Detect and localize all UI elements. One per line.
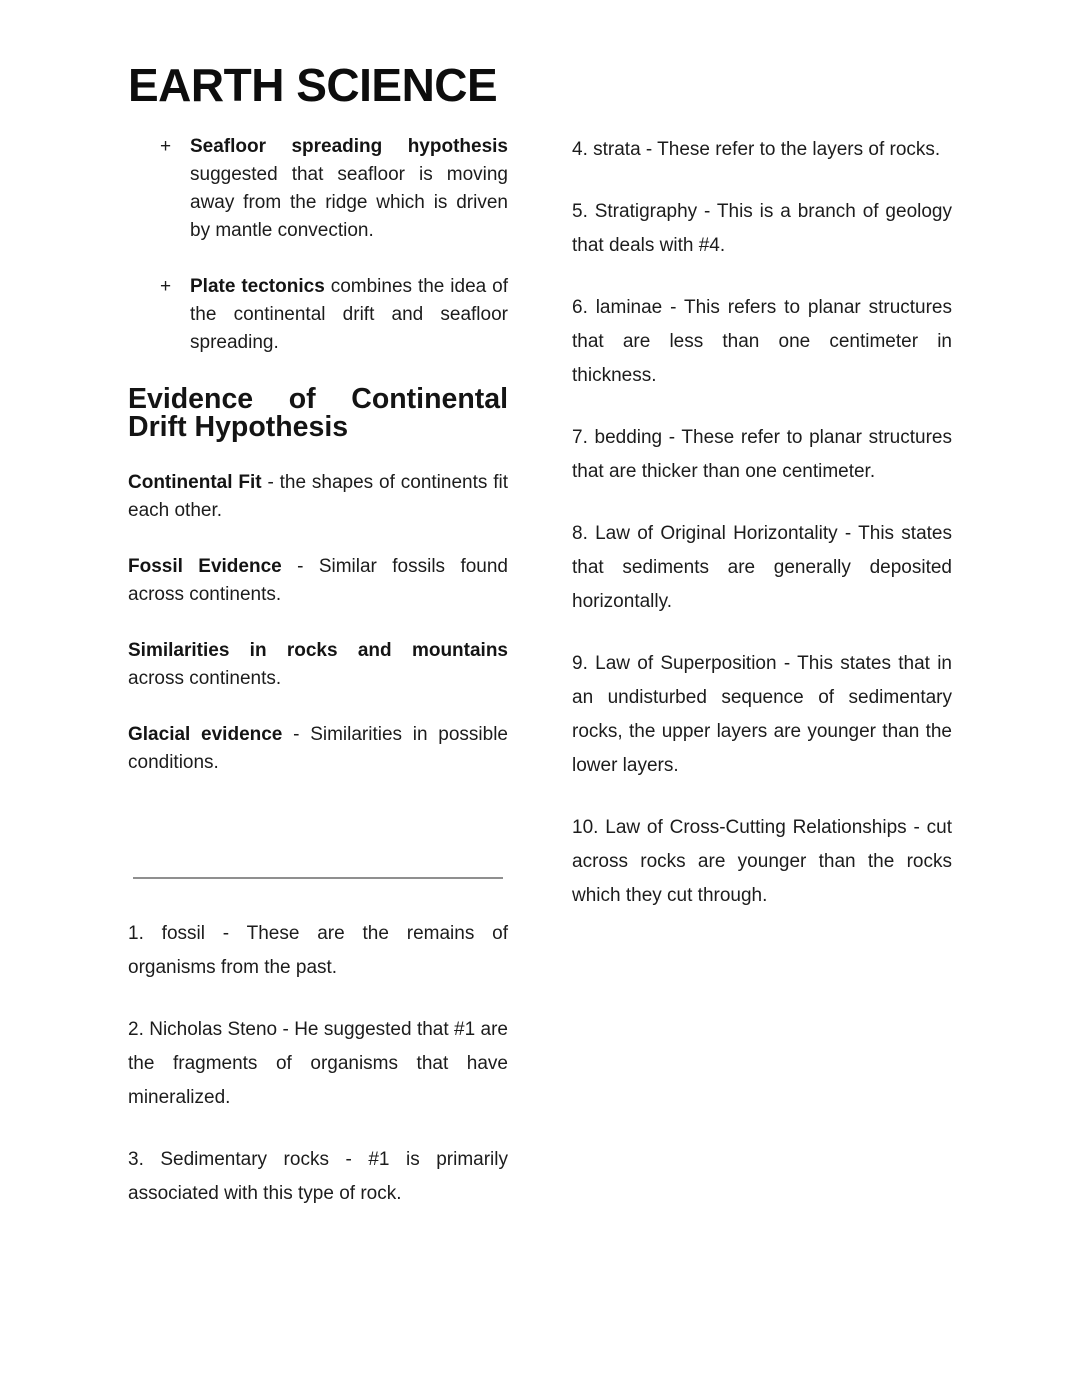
- numbered-item-9: 9. Law of Superposition - This states that in an undisturbed sequence of sedimentary rocks, the upper layers are younger than the lower layers.: [572, 652, 952, 776]
- term-bold-lead: Similarities in rocks and mountains: [128, 639, 508, 661]
- page-title: EARTH SCIENCE: [128, 59, 498, 111]
- bullet-text: [190, 133, 508, 245]
- bullet-bold-lead: Seafloor spreading hypothesis: [190, 135, 508, 157]
- term-item-glacial-evidence: [128, 721, 508, 777]
- bullet-item-seafloor-spreading: [128, 133, 508, 245]
- term-body-text: across continents.: [128, 667, 282, 689]
- numbered-item-5: 5. Stratigraphy - This is a branch of geology that deals with #4.: [572, 200, 952, 256]
- numbered-item-8: 8. Law of Original Horizontality - This states that sediments are generally deposited horizontally.: [572, 522, 952, 612]
- section-divider: [133, 877, 503, 879]
- numbered-item-3: 3. Sedimentary rocks - #1 is primarily associated with this type of rock.: [128, 1148, 508, 1204]
- bullet-plus-marker: +: [160, 275, 172, 297]
- term-item-rock-similarities: [128, 637, 508, 693]
- numbered-item-2: 2. Nicholas Steno - He suggested that #1 are the fragments of organisms that have mineralized.: [128, 1018, 508, 1108]
- bullet-body-text: combines the idea of the continental drift and seafloor spreading.: [190, 275, 508, 353]
- left-column: [128, 133, 508, 1239]
- term-item-continental-fit: [128, 469, 508, 525]
- bullet-body-text: suggested that seafloor is moving away from the ridge which is driven by mantle convection.: [190, 163, 508, 241]
- bullet-item-plate-tectonics: [128, 273, 508, 357]
- right-column: [572, 133, 952, 941]
- term-bold-lead: Continental Fit: [128, 471, 262, 493]
- bullet-text: [190, 273, 508, 357]
- term-bold-lead: Fossil Evidence: [128, 555, 282, 577]
- bullet-bold-lead: Plate tectonics: [190, 275, 325, 297]
- term-item-fossil-evidence: [128, 553, 508, 609]
- term-body-text: - the shapes of continents fit each other.: [128, 471, 509, 521]
- section-heading-evidence: Evidence of Continental Drift Hypothesis: [128, 382, 508, 443]
- numbered-item-6: 6. laminae - This refers to planar structures that are less than one centimeter in thickness.: [572, 296, 952, 386]
- numbered-item-7: 7. bedding - These refer to planar structures that are thicker than one centimeter.: [572, 426, 952, 482]
- numbered-item-10: 10. Law of Cross-Cutting Relationships - cut across rocks are younger than the rocks which they cut through.: [572, 816, 952, 906]
- term-bold-lead: Glacial evidence: [128, 723, 283, 745]
- term-body-text: - Similarities in possible conditions.: [128, 723, 509, 773]
- numbered-item-1: 1. fossil - These are the remains of organisms from the past.: [128, 922, 508, 978]
- two-column-layout: [128, 133, 952, 1239]
- numbered-item-4: 4. strata - These refer to the layers of rocks.: [572, 138, 941, 160]
- term-body-text: - Similar fossils found across continents.: [128, 555, 508, 605]
- bullet-plus-marker: +: [160, 135, 172, 157]
